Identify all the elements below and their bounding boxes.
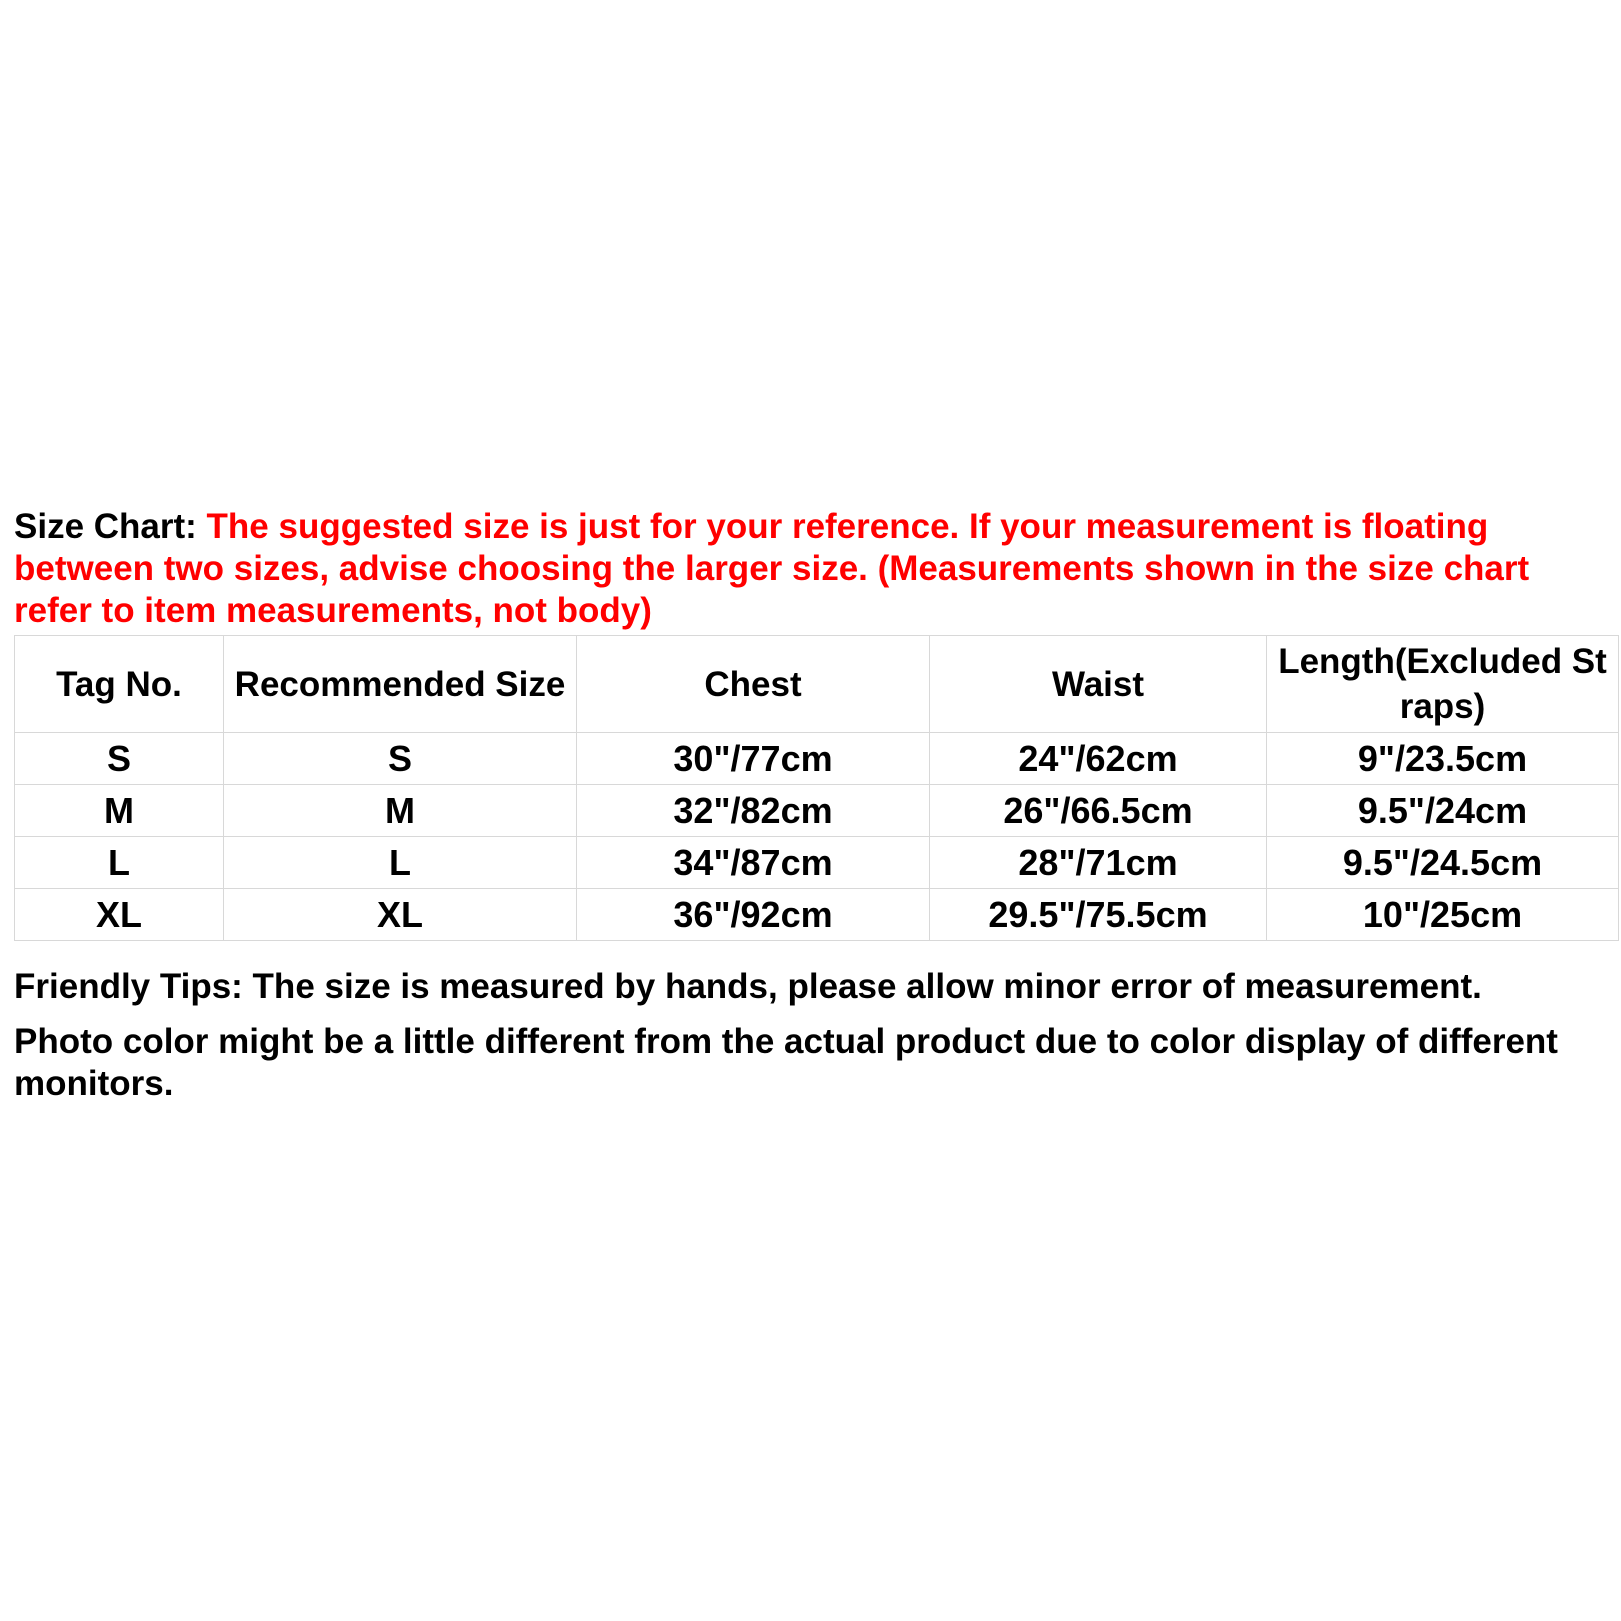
cell-tag-no: S [15, 733, 224, 785]
cell-recommended-size: S [224, 733, 577, 785]
table-row [15, 889, 1619, 941]
table-header-row [15, 636, 1619, 733]
cell-tag-no: XL [15, 889, 224, 941]
cell-waist: 26"/66.5cm [930, 785, 1267, 837]
size-chart-note: The suggested size is just for your reference. If your measurement is floating between two sizes, advise choosing the larger size. (Measurements shown in the size chart refer to item measurements, not body) [14, 507, 1530, 630]
size-chart-label: Size Chart: [14, 507, 197, 546]
table-row [15, 785, 1619, 837]
header-waist: Waist [930, 636, 1267, 733]
header-chest: Chest [577, 636, 930, 733]
cell-recommended-size: M [224, 785, 577, 837]
cell-tag-no: L [15, 837, 224, 889]
cell-chest: 30"/77cm [577, 733, 930, 785]
cell-length: 9.5"/24cm [1267, 785, 1619, 837]
size-table [14, 635, 1619, 941]
table-row [15, 733, 1619, 785]
cell-waist: 24"/62cm [930, 733, 1267, 785]
table-row [15, 837, 1619, 889]
photo-color-note: Photo color might be a little different from the actual product due to color display of different monitors. [14, 1022, 1558, 1103]
cell-chest: 36"/92cm [577, 889, 930, 941]
header-length: Length(Excluded Straps) [1267, 636, 1619, 733]
cell-recommended-size: XL [224, 889, 577, 941]
cell-waist: 29.5"/75.5cm [930, 889, 1267, 941]
cell-length: 9.5"/24.5cm [1267, 837, 1619, 889]
cell-tag-no: M [15, 785, 224, 837]
cell-chest: 34"/87cm [577, 837, 930, 889]
cell-length: 9"/23.5cm [1267, 733, 1619, 785]
cell-waist: 28"/71cm [930, 837, 1267, 889]
cell-recommended-size: L [224, 837, 577, 889]
cell-chest: 32"/82cm [577, 785, 930, 837]
size-chart-intro [14, 506, 1614, 632]
cell-length: 10"/25cm [1267, 889, 1619, 941]
header-recommended-size: Recommended Size [224, 636, 577, 733]
header-tag-no: Tag No. [15, 636, 224, 733]
friendly-tips: Friendly Tips: The size is measured by hands, please allow minor error of measurement. [14, 967, 1482, 1006]
